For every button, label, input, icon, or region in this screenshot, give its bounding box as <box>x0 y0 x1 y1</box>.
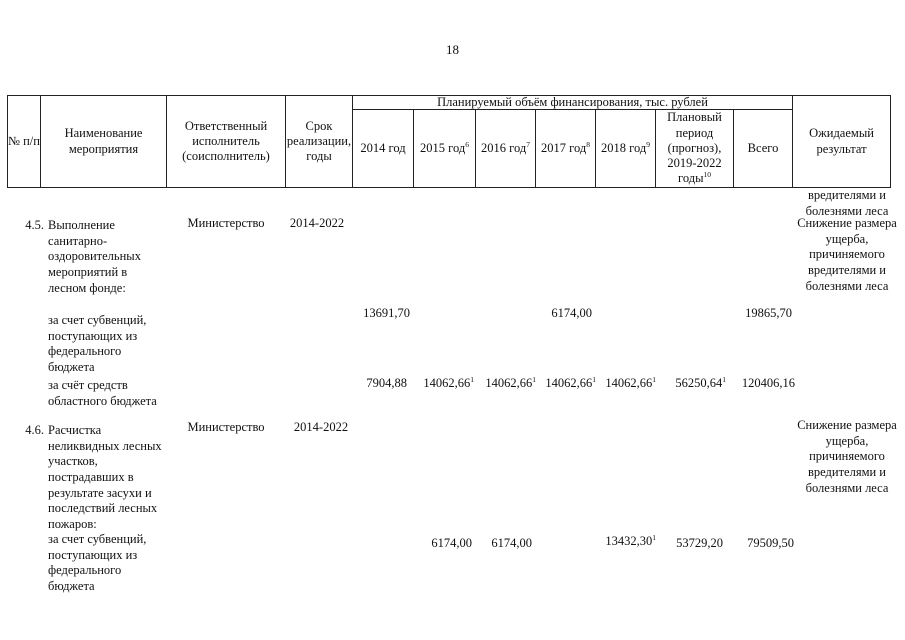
row-number: 4.5. <box>25 218 44 232</box>
header-result: Ожидаемый результат <box>809 126 874 156</box>
header-2016: 2016 год$^7$ <box>481 139 530 155</box>
value-2014: 13691,70 <box>363 306 410 320</box>
value-2018: 14062,66$^1$ <box>605 374 656 390</box>
row-name: за счет субвенций, поступающих из федерального бюджета <box>48 313 147 374</box>
header-planned-period: Плановый период (прогноз), 2019-2022 годы$^{10}$ <box>667 110 722 186</box>
header-name: Наименование мероприятия <box>64 126 143 156</box>
header-num: № п/п <box>8 133 40 148</box>
header-2018: 2018 год$^9$ <box>601 139 650 155</box>
value-total: 19865,70 <box>745 306 792 320</box>
row-name: за счет субвенций, поступающих из федерального бюджета <box>48 532 147 593</box>
value-total: 120406,16 <box>741 376 795 390</box>
header-funding-group: Планируемый объём финансирования, тыс. рублей <box>437 94 708 109</box>
value-planned: 53729,20 <box>676 536 723 550</box>
header-total: Всего <box>747 140 779 155</box>
value-2018: 13432,30$^1$ <box>605 532 656 548</box>
value-2015: 6174,00 <box>431 536 472 550</box>
value-2016: 6174,00 <box>491 536 532 550</box>
row-period: 2014-2022 <box>289 216 345 230</box>
row-number: 4.6. <box>25 423 44 437</box>
row-result: Снижение размера ущерба, причиняемого вредителями и болезнями леса <box>797 216 897 293</box>
row-name: Расчистка неликвидных лесных участков, пострадавших в результате засухи и последствий лесных пожаров: <box>48 423 162 531</box>
row-name: Выполнение санитарно-оздоровительных мероприятий в лесном фонде: <box>48 218 141 295</box>
row-executor: Министерство <box>187 420 265 434</box>
row-executor: Министерство <box>187 216 265 230</box>
header-executor: Ответственный исполнитель (соисполнитель) <box>182 118 270 164</box>
value-total: 79509,50 <box>747 536 794 550</box>
value-2017: 6174,00 <box>551 306 592 320</box>
header-2017: 2017 год$^8$ <box>541 139 590 155</box>
carryover-result: вредителями и болезнями леса <box>805 188 889 218</box>
row-result: Снижение размера ущерба, причиняемого вредителями и болезнями леса <box>797 418 897 495</box>
page-number: 18 <box>446 42 459 57</box>
header-2015: 2015 год$^6$ <box>420 139 469 155</box>
value-2014: 7904,88 <box>366 376 407 390</box>
header-period: Срок реализации, годы <box>286 118 352 164</box>
value-planned: 56250,64$^1$ <box>675 374 726 390</box>
value-2017: 14062,66$^1$ <box>545 374 596 390</box>
value-2015: 14062,66$^1$ <box>423 374 474 390</box>
value-2016: 14062,66$^1$ <box>485 374 536 390</box>
row-period: 2014-2022 <box>293 420 349 434</box>
header-2014: 2014 год <box>360 140 406 155</box>
row-name: за счёт средств областного бюджета <box>48 378 157 408</box>
